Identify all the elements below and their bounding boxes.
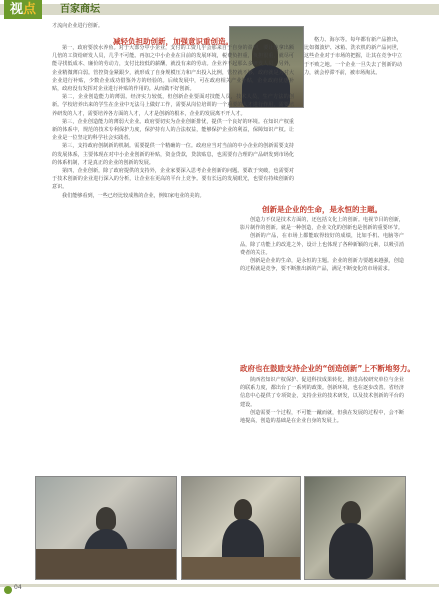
desk xyxy=(36,549,176,579)
section-tag xyxy=(4,0,42,19)
office-photo-2 xyxy=(181,476,301,580)
column-title: 百家商坛 xyxy=(60,4,100,15)
person-body xyxy=(329,523,373,579)
paragraph: 创新是企业的生命，是永恒的主题。企业的创新力要越来越强，创造的过程就是竞争，要不断推出新的产品，满足不断变化的市场需求。 xyxy=(240,258,404,273)
page-number: 04 xyxy=(14,584,22,591)
paragraph: 第二，企业创造能力的薄弱。经济实力较低，但创新企业要面对技能人员，技术人员，生产方法的创新。学校培养出来的学生在企业中无法马上做好工作，需要从岗位培训的一个重要的人才进行作用，需要培养研发的人才，需要培养各方面的人才，人才是创新的根本，企业的发展离不开人才。 xyxy=(52,94,294,117)
section-heading-1: 减轻负担助创新，加强意识重创造。 xyxy=(113,37,233,46)
paragraph: 陕西省知识产权保护、促进科技成果转化，推进高校研究单位与企业的联系力度，都出台了一系列的政策。创新环境，也在逐步改善。省经济信息中心提供了专项资金，支持企业的技术研发，以及技术创新的平台的建设。 xyxy=(240,377,404,408)
article-column-3 xyxy=(240,376,404,425)
article-column-2 xyxy=(240,216,404,273)
office-photo-1 xyxy=(35,476,177,580)
person-head xyxy=(341,501,361,525)
paragraph: 创新的产品，在市场上都能取得较好的成绩，比如手机、电脑等产品，除了功能上的改进之外，设计上也体现了各种新颖的元素，以吸引消费者的关注。 xyxy=(240,233,404,256)
section-tag-left: 视 xyxy=(10,2,24,17)
paragraph: 创造力不仅是技术方面的，还包括文化上的创新。电视节目的创新，影片制作的创新。就是一种创造，企业文化的创新也是创新的重要环节。 xyxy=(240,217,404,232)
paragraph: 第一，政府要放水养鱼。对于大部分中小企业，支付的工资几乎会那来自于自身的盈利，要让他拿出额几倍的工资给研发人员，几乎不可能。再加之中小企业在目前的发展环境，税费负担重，负担很重，就尽可能寻找低成本、廉价的劳动力，支付比较低的薪酬，就没有来的劳动。企业养不起那么多研发人员。另外，企业精微薄白弱。管控资金紧跟少，就形成了自身规模压力和产出投入比例，管控就不够，政府就是为对大企业进行补贴，少数企业成功借鉴外方的经验的。后续发展中，可在政府相关产业补贴，企业政府优惠补贴，政府没有发挥对企业进行补贴的作用的。从而做不好创新。 xyxy=(52,45,294,93)
paragraph: 第三，企业创造能力的薄弱大企业。政府要切实为企业创新排忧，提供一个良好的环境。在知识产权重新的体系中，规范的技术专利保护力度，保护持有人的合法权益，能够保护企业的利益，保障知识产权。让企业是一位坚定的科学社会实践者。 xyxy=(52,118,294,142)
person-head xyxy=(96,507,116,531)
section-tag-right: 点 xyxy=(23,2,37,17)
section-heading-3: 政府也在鼓励支持企业的“创造创新”上不断地努力。 xyxy=(240,364,415,373)
person-head xyxy=(234,499,252,521)
intro-text: 才流向企业进行创新。 xyxy=(52,23,103,29)
paragraph: 第四，企业创新，除了政府提供的支持外，企业家要深入思考企业创新的问题。要敢于突破，也需要对于技术创新的企业进行深入的分析，让企业在更高的平台上竞争。要有长远的发展眼光，也要有持续创新的意识。 xyxy=(52,168,294,191)
paragraph: 格力、海尔等。每年都有新产品推出，比如微波炉、冰箱、洗衣机的新产品问世，这些企业对于市场的把握，让其在竞争中立于不败之地。一个企业一旦失去了创新的动力，就会停滞不前，被市场淘汰。 xyxy=(304,37,402,76)
footer-bar xyxy=(0,584,439,587)
page-header xyxy=(0,0,439,20)
article-column-side xyxy=(304,36,402,77)
section-heading-2: 创新是企业的生命，是永恒的主题。 xyxy=(262,205,382,214)
paragraph: 第三，支持政府创制新的机制。需要提供一个精确的一位。政府应当对当前的中小企业的创新需要支持的发展体系，主要体现在对中小企业创新的补贴，资金贷款，贷款贴息，也需要有合理的产品研发到市场化的体系机制，才是真正的企业的创新的发展。 xyxy=(52,143,294,166)
paragraph: 我们能够看到，一些已经比较成熟的企业，例如家电业的美的。 xyxy=(62,192,205,199)
office-photo-3 xyxy=(304,476,406,580)
paragraph: 创造需要一个过程，不可能一蹴而就，但我在发展的过程中，会不断地提高，创造的基础是在企业自身的发展上。 xyxy=(240,409,404,425)
page-stamp-icon xyxy=(4,586,12,594)
desk xyxy=(182,557,300,579)
article-column-1 xyxy=(52,44,294,200)
